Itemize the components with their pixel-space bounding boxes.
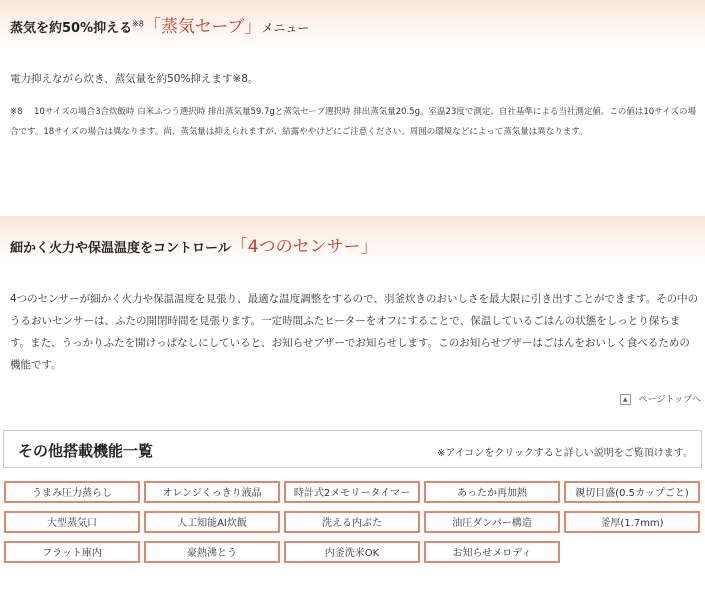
feature-button-strong-boil[interactable]: 豪熱沸とう: [144, 541, 280, 563]
section-title-sensors: 細かく火力や保温温度をコントロール「4つのセンサー」: [10, 237, 378, 257]
feature-button-washable-lid[interactable]: 洗える内ぶた: [284, 511, 420, 533]
other-features-note: ※アイコンをクリックすると詳しい説明をご覧頂けます。: [437, 448, 693, 459]
feature-button-steam-vent[interactable]: 大型蒸気口: [4, 511, 140, 533]
feature-button-orange-lcd[interactable]: オレンジくっきり液晶: [144, 481, 280, 503]
feature-button-hydraulic-damper[interactable]: 油圧ダンパー構造: [424, 511, 560, 533]
feature-button-umami-pressure[interactable]: うまみ圧力蒸らし: [4, 481, 140, 503]
feature-button-ai-cooking[interactable]: 人工知能AI炊飯: [144, 511, 280, 533]
steam-save-description: 電力抑えながら炊き、蒸気量を約50%抑えます※8。: [10, 73, 259, 85]
feature-button-melody[interactable]: お知らせメロディ: [424, 541, 560, 563]
feature-button-flat-interior[interactable]: フラット庫内: [4, 541, 140, 563]
other-features-header: [3, 430, 702, 468]
section-title-steam-save: 蒸気を約50%抑える$^{※8}$「蒸気セーブ」メニュー: [10, 17, 310, 37]
feature-button-rice-wash-ok[interactable]: 内釜洗米OK: [284, 541, 420, 563]
page-top-link[interactable]: ▲ ページトップへ: [620, 392, 701, 405]
feature-button-clock-timer[interactable]: 時計式2メモリータイマー: [284, 481, 420, 503]
steam-save-footnote: ※8 10サイズの場合3合炊飯時 白米ふつう選択時 排出蒸気量59.7gと蒸気セーブ選択時 排出蒸気量20.5g。室温23度で測定、自社基準による当社測定値。この値は10サイズの場合です。18サイズの場合は異なります。尚、蒸気量は抑えられますが、結露ややけどにご注意ください。周囲の環境などによって蒸気量は異なります。: [10, 107, 696, 137]
other-features-title: その他搭載機能一覧: [18, 442, 154, 460]
feature-button-reheat[interactable]: あったか再加熱: [424, 481, 560, 503]
sensors-description: 4つのセンサーが細かく火力や保温温度を見張り、最適な温度調整をするので、羽釜炊きのおいしさを最大限に引き出すことができます。その中のうるおいセンサーは、ふたの開閉時間を見張ります。一定時間ふたヒーターをオフにすることで、保温しているごはんの状態をしっとり保ちます。また、うっかりふたを開けっぱなしにしていると、お知らせブザーでお知らせします。このお知らせブザーはごはんをおいしく食べるための機能です。: [10, 293, 699, 371]
feature-button-grid: [4, 481, 704, 563]
feature-button-measure-scale[interactable]: 親切目盛(0.5カップごと): [564, 481, 700, 503]
feature-button-pot-thickness[interactable]: 釜厚(1.7mm): [564, 511, 700, 533]
arrow-up-icon: ▲: [620, 394, 631, 405]
